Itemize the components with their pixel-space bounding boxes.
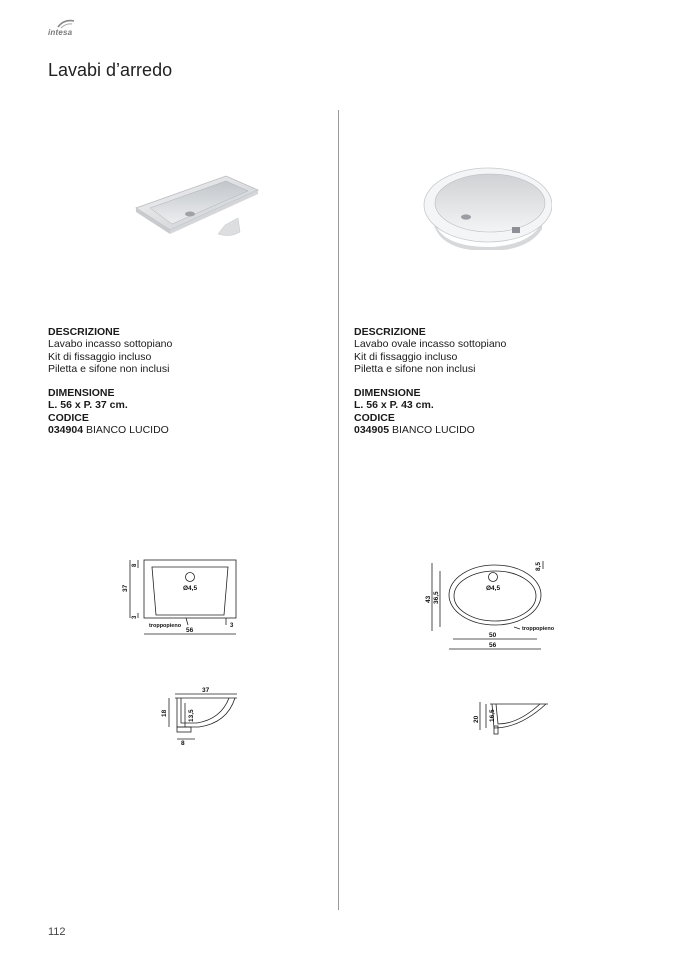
description-heading: DESCRIZIONE [48, 326, 120, 338]
description-line: Lavabo ovale incasso sottopiano [354, 338, 507, 351]
dim-inner-width: 50 [489, 632, 497, 639]
oval-sink-image [420, 165, 552, 250]
dim-outer-height: 43 [425, 595, 432, 603]
dim-side-depth: 16,5 [489, 709, 496, 722]
dimension-value: L. 56 x P. 43 cm. [354, 399, 434, 412]
code-heading: CODICE [354, 411, 395, 424]
dim-overflow: troppopieno [149, 623, 182, 629]
dim-width: 56 [186, 627, 194, 634]
dim-side-base: 8 [181, 740, 185, 745]
page-number: 112 [48, 926, 66, 938]
dim-height: 37 [122, 584, 129, 592]
dimension-heading: DIMENSIONE [48, 387, 115, 400]
dim-drain: Ø4,5 [183, 585, 198, 592]
column-divider [338, 110, 339, 910]
dim-overflow: troppopieno [522, 626, 555, 632]
description-line: Lavabo incasso sottopiano [48, 338, 173, 351]
description-heading: DESCRIZIONE [354, 326, 426, 338]
dim-side-height: 20 [473, 715, 480, 723]
description-line: Piletta e sifone non inclusi [354, 362, 476, 375]
dimension-heading: DIMENSIONE [354, 387, 421, 400]
product-code [354, 424, 634, 436]
product-code [48, 424, 328, 436]
dim-width: 56 [489, 642, 497, 649]
dim-side-width: 37 [202, 687, 210, 694]
dim-top-margin: 8 [132, 563, 138, 567]
description-line: Kit di fissaggio incluso [354, 350, 458, 363]
brand-logo [48, 18, 88, 40]
dim-right-margin: 3 [230, 623, 234, 629]
technical-drawing-side-034904 [155, 683, 245, 745]
technical-drawing-top-034904 [118, 555, 248, 645]
code-number: 034904 [48, 424, 84, 437]
product-info-034904 [48, 326, 328, 436]
page-title: Lavabi d’arredo [48, 60, 173, 81]
dim-side-height: 18 [161, 709, 168, 717]
rectangular-sink-image [130, 170, 265, 245]
code-number: 034905 [354, 424, 390, 437]
code-finish: BIANCO LUCIDO [85, 424, 169, 437]
dim-inner-height: 36,5 [433, 591, 440, 604]
dim-drain: Ø4,5 [486, 585, 501, 592]
code-heading: CODICE [48, 411, 89, 424]
dim-bottom-margin: 3 [132, 615, 138, 619]
technical-drawing-top-034905 [420, 555, 570, 655]
description-line: Piletta e sifone non inclusi [48, 362, 170, 375]
logo-text: intesa [48, 28, 73, 37]
dim-top-margin: 8,5 [535, 561, 542, 571]
dim-side-depth: 13,5 [188, 709, 195, 722]
code-finish: BIANCO LUCIDO [391, 424, 475, 437]
dimension-value: L. 56 x P. 37 cm. [48, 399, 128, 412]
product-info-034905 [354, 326, 634, 436]
description-line: Kit di fissaggio incluso [48, 350, 152, 363]
technical-drawing-side-034905 [460, 690, 550, 740]
